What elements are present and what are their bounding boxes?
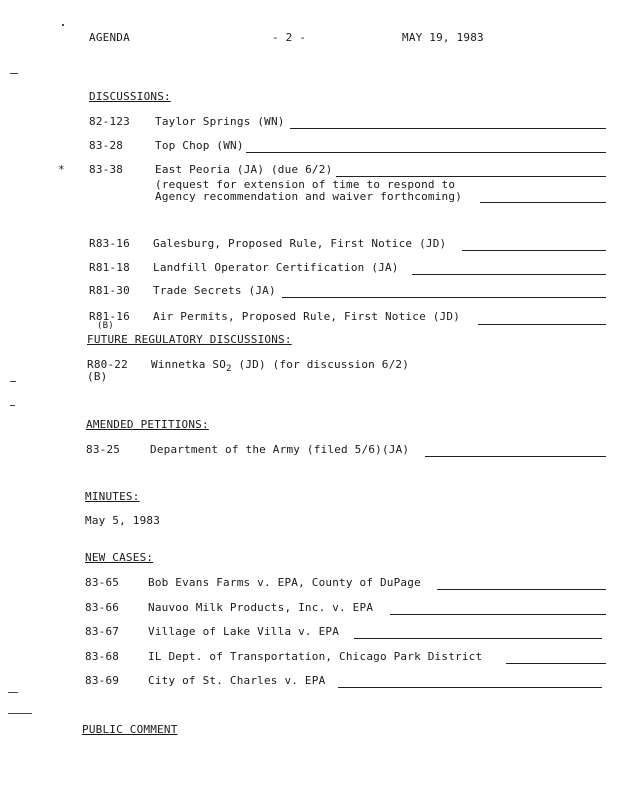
case-number: 83-38 [89,163,124,176]
public-comment-heading: PUBLIC COMMENT [82,723,178,736]
minutes-heading: MINUTES: [85,490,140,503]
fill-line [462,250,606,251]
case-title: Department of the Army (filed 5/6)(JA) [150,443,410,456]
new-cases-heading: NEW CASES: [85,551,154,564]
case-title: Galesburg, Proposed Rule, First Notice (JD) [153,237,447,250]
case-number: 83-67 [85,625,120,638]
future-heading: FUTURE REGULATORY DISCUSSIONS: [87,333,292,346]
fill-line [506,663,606,664]
fill-line [412,274,606,275]
case-suffix: (B) [97,321,114,331]
case-title: Landfill Operator Certification (JA) [153,261,399,274]
scan-speck [62,24,64,26]
case-number: 83-65 [85,576,120,589]
case-number: R81-30 [89,284,130,297]
case-title: City of St. Charles v. EPA [148,674,326,687]
case-note: (request for extension of time to respond to [155,178,456,191]
fill-line [437,589,606,590]
case-title: Nauvoo Milk Products, Inc. v. EPA [148,601,374,614]
case-number: 83-68 [85,650,120,663]
case-title: East Peoria (JA) (due 6/2) [155,163,333,176]
fill-line [338,687,602,688]
scan-speck [8,713,32,714]
case-number: 83-66 [85,601,120,614]
scan-speck [10,73,18,74]
fill-line [478,324,606,325]
fill-line [480,202,606,203]
case-title: Village of Lake Villa v. EPA [148,625,340,638]
minutes-date: May 5, 1983 [85,514,161,527]
case-number: 83-25 [86,443,121,456]
case-suffix: (B) [87,370,108,383]
fill-line [425,456,606,457]
asterisk-mark: * [58,163,65,176]
fill-line [246,152,606,153]
case-title: Trade Secrets (JA) [153,284,276,297]
case-title: Taylor Springs (WN) [155,115,285,128]
header-date: MAY 19, 1983 [402,31,484,44]
case-number: R81-16 [89,310,130,323]
fill-line [290,128,606,129]
case-title: Bob Evans Farms v. EPA, County of DuPage [148,576,421,589]
case-number: R81-18 [89,261,130,274]
case-title: Air Permits, Proposed Rule, First Notice (JD) [153,310,461,323]
case-title: Winnetka $SO_2$ (JD) (for discussion 6/2) [151,358,410,375]
case-number: R80-22 [87,358,128,371]
case-number: 82-123 [89,115,130,128]
discussions-heading: DISCUSSIONS: [89,90,171,103]
case-number: R83-16 [89,237,130,250]
case-number: 83-28 [89,139,124,152]
case-note: Agency recommendation and waiver forthcoming) [155,190,463,203]
fill-line [282,297,606,298]
amended-heading: AMENDED PETITIONS: [86,418,209,431]
scan-speck [8,692,18,693]
scan-speck [10,405,15,406]
fill-line [354,638,602,639]
fill-line [336,176,606,177]
page-number: - 2 - [272,31,307,44]
case-title: IL Dept. of Transportation, Chicago Park District [148,650,483,663]
scan-speck [10,381,16,382]
case-number: 83-69 [85,674,120,687]
case-title: Top Chop (WN) [155,139,244,152]
header-agenda: AGENDA [89,31,130,44]
fill-line [390,614,606,615]
